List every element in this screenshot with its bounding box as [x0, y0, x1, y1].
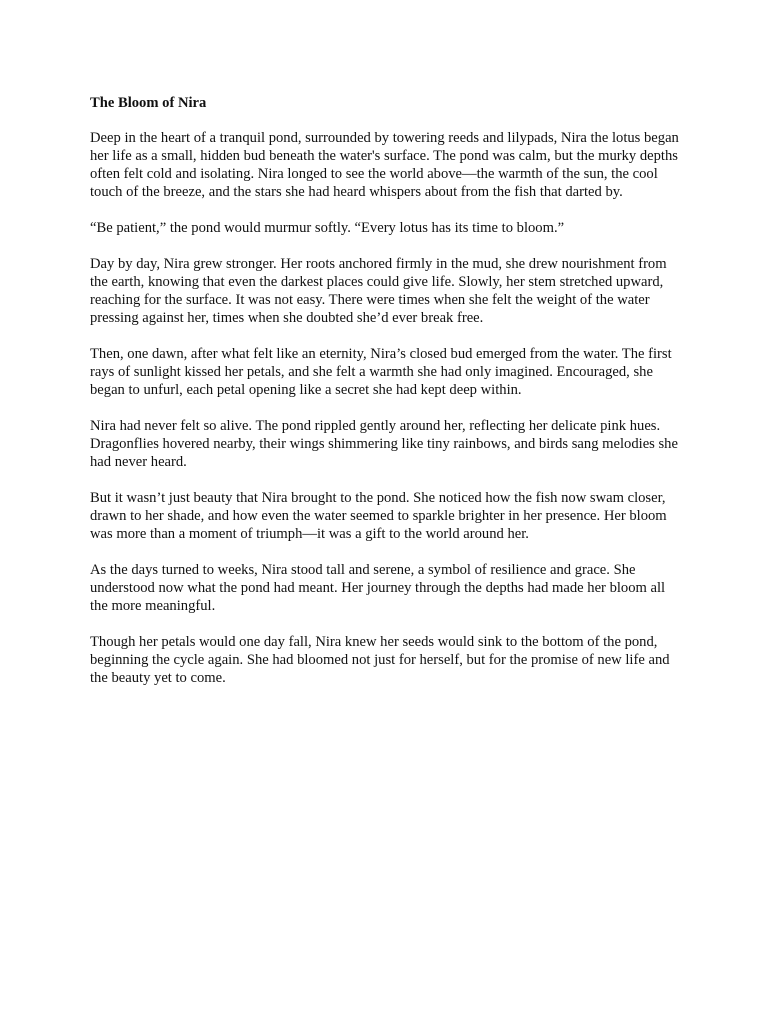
paragraph: As the days turned to weeks, Nira stood tall and serene, a symbol of resilience and grace. She understood now what the pond had meant. Her journey through the depths had made her bloom all the more meaningful. [90, 562, 666, 614]
paragraph: Then, one dawn, after what felt like an eternity, Nira’s closed bud emerged from the water. The first rays of sunlight kissed her petals, and she felt a warmth she had only imagined. Encouraged, she began to unfurl, each petal opening like a secret she had kept deep within. [90, 346, 672, 398]
paragraph: But it wasn’t just beauty that Nira brought to the pond. She noticed how the fish now swam closer, drawn to her shade, and how even the water seemed to sparkle brighter in her presence. Her bloom was more than a moment of triumph—it was a gift to the world around her. [90, 490, 667, 542]
paragraph: Nira had never felt so alive. The pond rippled gently around her, reflecting her delicate pink hues. Dragonflies hovered nearby, their wings shimmering like tiny rainbows, and birds sang melodies she had never heard. [90, 418, 678, 470]
paragraph: “Be patient,” the pond would murmur softly. “Every lotus has its time to bloom.” [90, 220, 565, 236]
paragraph: Day by day, Nira grew stronger. Her roots anchored firmly in the mud, she drew nourishment from the earth, knowing that even the darkest places could give life. Slowly, her stem stretched upward, reaching for the surface. It was not easy. There were times when she felt the weight of the water pressing against her, times when she doubted she’d ever break free. [90, 256, 667, 326]
paragraph: Deep in the heart of a tranquil pond, surrounded by towering reeds and lilypads, Nira the lotus began her life as a small, hidden bud beneath the water's surface. The pond was calm, but the murky depths often felt cold and isolating. Nira longed to see the world above—the warmth of the sun, the cool touch of the breeze, and the stars she had heard whispers about from the fish that darted by. [90, 130, 679, 200]
paragraph: Though her petals would one day fall, Nira knew her seeds would sink to the bottom of the pond, beginning the cycle again. She had bloomed not just for herself, but for the promise of new life and the beauty yet to come. [90, 634, 670, 686]
document-title: The Bloom of Nira [90, 95, 207, 111]
